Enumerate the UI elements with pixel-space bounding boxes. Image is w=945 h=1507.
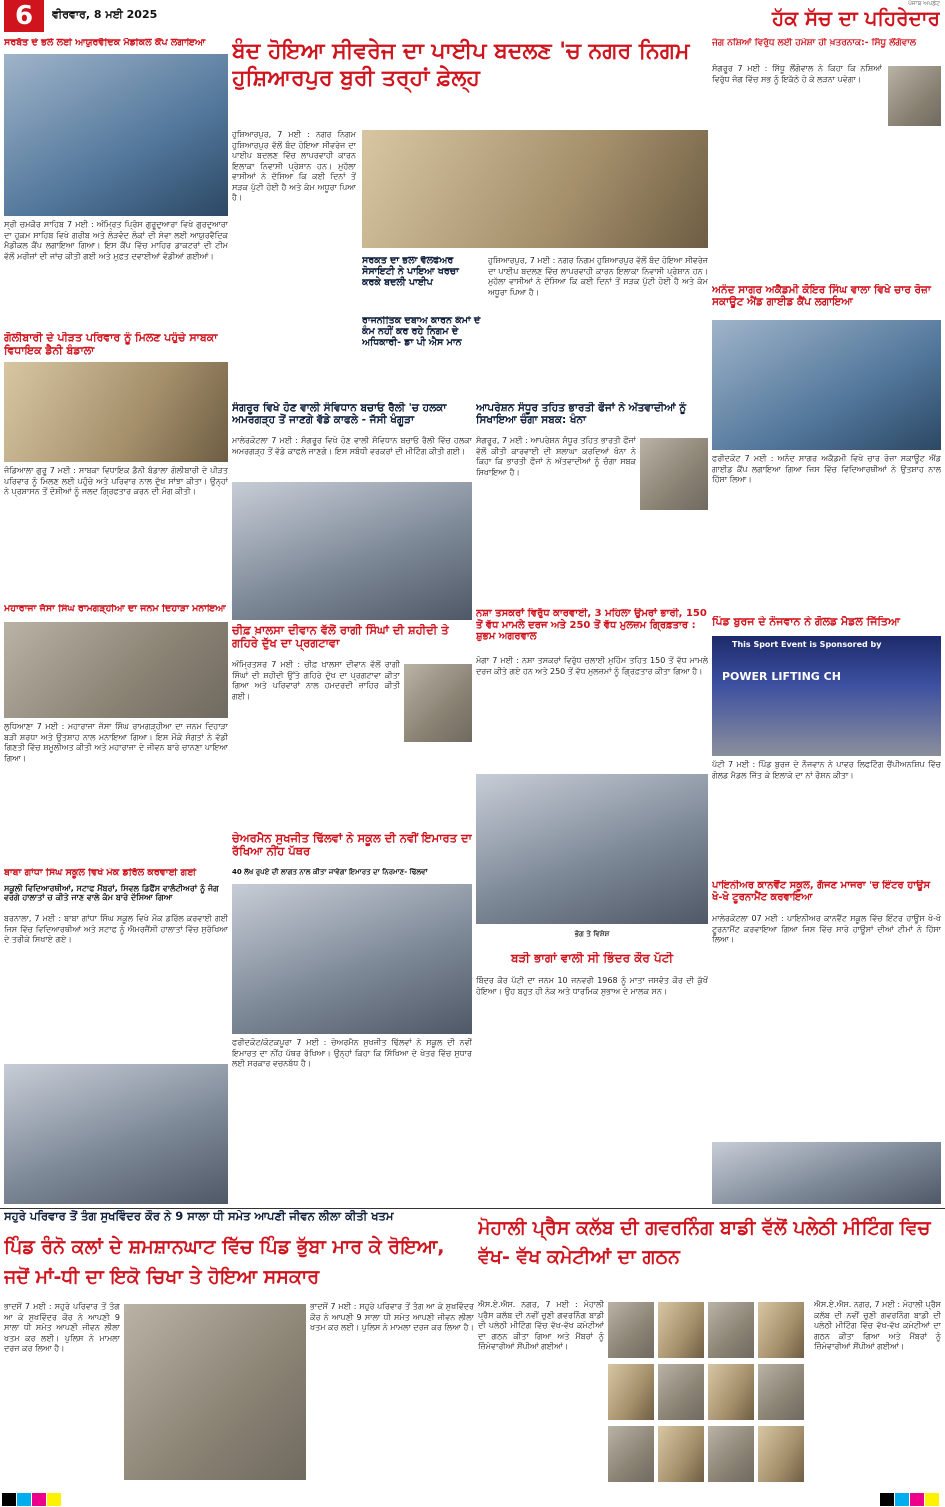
article-body: ਮਾਲੇਰਕੋਟਲਾ 7 ਮਈ : ਸੰਗਰੂਰ ਵਿਖੇ ਹੋਣ ਵਾਲੀ ਸੰਵਿਧਾਨ ਬਚਾਓ ਰੈਲੀ ਵਿੱਚ ਹਲਕਾ ਅਮਰਗੜ੍ਹ ਤੋਂ ਵੱਡੇ ਕਾਫਲੇ ਜਾਣਗੇ। ਇਸ ਸਬੰਧੀ ਵਰਕਰਾਂ ਦੀ ਮੀਟਿੰਗ ਕੀਤੀ ਗਈ। xyxy=(232,436,472,456)
portrait xyxy=(658,1302,704,1358)
article-body: ਐਸ.ਏ.ਐਸ. ਨਗਰ, 7 ਮਈ : ਮੋਹਾਲੀ ਪ੍ਰੈਸ ਕਲੱਬ ਦੀ ਨਵੀਂ ਚੁਣੀ ਗਵਰਨਿੰਗ ਬਾਡੀ ਦੀ ਪਲੇਠੀ ਮੀਟਿੰਗ ਵਿੱਚ ਵੱਖ-ਵੱਖ ਕਮੇਟੀਆਂ ਦਾ ਗਠਨ ਕੀਤਾ ਗਿਆ ਅਤੇ ਮੈਂਬਰਾਂ ਨੂੰ ਜ਼ਿੰਮੇਵਾਰੀਆਂ ਸੌਂਪੀਆਂ ਗਈਆਂ। xyxy=(478,1300,604,1351)
article-headline: ਬੜੀ ਭਾਗਾਂ ਵਾਲੀ ਸੀ ਭਿੰਦਰ ਕੌਰ ਪੱਟੀ xyxy=(510,952,674,965)
portrait xyxy=(608,1302,654,1358)
article-press xyxy=(478,1210,941,1492)
article-headline: ਅਨੰਦ ਸਾਗਰ ਅਕੈਡਮੀ ਕੋਇਰ ਸਿੰਘ ਵਾਲਾ ਵਿਖੇ ਚਾਰ ਰੋਜ਼ਾ ਸਕਾਊਟ ਐਂਡ ਗਾਈਡ ਕੈਂਪ ਲਗਾਇਆ xyxy=(712,284,931,309)
article-body: ਮਾਲੇਰਕੋਟਲਾ 07 ਮਈ : ਪਾਇਨੀਅਰ ਕਾਨਵੈਂਟ ਸਕੂਲ ਵਿੱਚ ਇੰਟਰ ਹਾਊਸ ਖੋ-ਖੋ ਟੂਰਨਾਮੈਂਟ ਕਰਵਾਇਆ ਗਿਆ ਜਿਸ ਵਿੱਚ ਸਾਰੇ ਹਾਊਸਾਂ ਦੀਆਂ ਟੀਮਾਂ ਨੇ ਹਿੱਸਾ ਲਿਆ। xyxy=(712,914,941,944)
article-photo xyxy=(4,1064,228,1204)
article-photo xyxy=(124,1304,306,1480)
article-bhinder xyxy=(476,952,708,1206)
article-suicide xyxy=(4,1210,474,1492)
color-mark xyxy=(17,1493,31,1506)
article-drug-awareness xyxy=(712,38,941,282)
article-body: ਪੱਟੀ 7 ਮਈ : ਪਿੰਡ ਬੁਰਜ ਦੇ ਨੌਜਵਾਨ ਨੇ ਪਾਵਰ ਲਿਫਟਿੰਗ ਚੈਂਪੀਅਨਸ਼ਿਪ ਵਿੱਚ ਗੋਲਡ ਮੈਡਲ ਜਿੱਤ ਕੇ ਇਲਾਕੇ ਦਾ ਨਾਂ ਰੌਸ਼ਨ ਕੀਤਾ। xyxy=(712,760,941,780)
article-photo xyxy=(476,774,708,924)
portrait xyxy=(758,1426,804,1482)
article-headline-2: ਪਿੰਡ ਰੰਨੋ ਕਲਾਂ ਦੇ ਸ਼ਮਸ਼ਾਨਘਾਟ ਵਿੱਚ ਪਿੰਡ ਭੁੱਬਾ ਮਾਰ ਕੇ ਰੋਇਆ, ਜਦੋਂ ਮਾਂ-ਧੀ ਦਾ ਇਕੋ ਚਿਖਾ ਤੇ ਹੋਇਆ ਸਸਕਾਰ xyxy=(4,1236,445,1288)
article-photo xyxy=(362,130,708,248)
article-body: ਸੰਗਰੂਰ, 7 ਮਈ : ਆਪਰੇਸ਼ਨ ਸੰਧੂਰ ਤਹਿਤ ਭਾਰਤੀ ਫੌਜਾਂ ਵੱਲੋਂ ਕੀਤੀ ਕਾਰਵਾਈ ਦੀ ਸ਼ਲਾਘਾ ਕਰਦਿਆਂ ਖੰਨਾ ਨੇ ਕਿਹਾ ਕਿ ਭਾਰਤੀ ਫੌਜਾਂ ਨੇ ਅੱਤਵਾਦੀਆਂ ਨੂੰ ਚੰਗਾ ਸਬਕ ਸਿਖਾਇਆ ਹੈ। xyxy=(476,436,636,477)
article-photo xyxy=(232,884,472,1034)
article-body-cont: ਹੁਸ਼ਿਆਰਪੁਰ, 7 ਮਈ : ਨਗਰ ਨਿਗਮ ਹੁਸ਼ਿਆਰਪੁਰ ਵੱਲੋਂ ਬੰਦ ਹੋਇਆ ਸੀਵਰੇਜ ਦਾ ਪਾਈਪ ਬਦਲਣ ਵਿੱਚ ਲਾਪਰਵਾਹੀ ਕਾਰਨ ਇਲਾਕਾ ਨਿਵਾਸੀ ਪ੍ਰੇਸ਼ਾਨ ਹਨ। ਮੁਹੱਲਾ ਵਾਸੀਆਂ ਨੇ ਦੱਸਿਆ ਕਿ ਕਈ ਦਿਨਾਂ ਤੋਂ ਸੜਕ ਪੁੱਟੀ ਹੋਈ ਹੈ ਅਤੇ ਕੰਮ ਅਧੂਰਾ ਪਿਆ ਹੈ। xyxy=(488,256,708,297)
article-ragi xyxy=(232,624,472,830)
color-mark xyxy=(880,1493,894,1506)
article-body: ਮੋਗਾ 7 ਮਈ : ਨਸ਼ਾ ਤਸਕਰਾਂ ਵਿਰੁੱਧ ਚਲਾਈ ਮੁਹਿੰਮ ਤਹਿਤ 150 ਤੋਂ ਵੱਧ ਮਾਮਲੇ ਦਰਜ ਕੀਤੇ ਗਏ ਹਨ ਅਤੇ 250 ਤੋਂ ਵੱਧ ਮੁਲਜ਼ਮਾਂ ਨੂੰ ਗ੍ਰਿਫ਼ਤਾਰ ਕੀਤਾ ਗਿਆ ਹੈ। xyxy=(476,656,708,676)
color-mark xyxy=(925,1493,939,1506)
article-photo xyxy=(4,622,228,718)
color-mark xyxy=(895,1493,909,1506)
article-sindoor xyxy=(476,402,708,606)
article-subhead: 40 ਲੱਖ ਰੁਪਏ ਦੀ ਲਾਗਤ ਨਾਲ ਕੀਤਾ ਜਾਵੇਗਾ ਇਮਾਰਤ ਦਾ ਨਿਰਮਾਣ- ਢਿੱਲਵਾਂ xyxy=(232,868,428,876)
article-camp xyxy=(4,38,228,330)
article-body: ਬਿੰਦਰ ਕੌਰ ਪੱਟੀ ਦਾ ਜਨਮ 10 ਜਨਵਰੀ 1968 ਨੂੰ ਮਾਤਾ ਜਸਵੰਤ ਕੌਰ ਦੀ ਕੁੱਖੋਂ ਹੋਇਆ। ਉਹ ਬਹੁਤ ਹੀ ਨੇਕ ਅਤੇ ਧਾਰਮਿਕ ਸੁਭਾਅ ਦੇ ਮਾਲਕ ਸਨ। xyxy=(476,976,708,996)
color-mark xyxy=(47,1493,61,1506)
article-photo xyxy=(4,54,228,216)
article-body: ਸ੍ਰੀ ਚਮਕੌਰ ਸਾਹਿਬ 7 ਮਈ : ਅੰਮ੍ਰਿਤ ਪ੍ਰਿੰਸ ਗੁਰੂਦੁਆਰਾ ਵਿਖੇ ਗੁਰਦੁਆਰਾ ਦਾ ਹੁਕਮ ਸਾਹਿਬ ਵਿਖੇ ਗਰੀਬ ਅਤੇ ਲੋੜਵੰਦ ਲੋਕਾਂ ਦੀ ਸੇਵਾ ਲਈ ਆਯੁਰਵੈਦਿਕ ਮੈਡੀਕਲ ਕੈਂਪ ਲਗਾਇਆ ਗਿਆ। ਇਸ ਕੈਂਪ ਵਿੱਚ ਮਾਹਿਰ ਡਾਕਟਰਾਂ ਦੀ ਟੀਮ ਵੱਲੋਂ ਮਰੀਜ਼ਾਂ ਦੀ ਜਾਂਚ ਕੀਤੀ ਗਈ ਅਤੇ ਮੁਫ਼ਤ ਦਵਾਈਆਂ ਵੰਡੀਆਂ ਗਈਆਂ। xyxy=(4,220,228,261)
article-headline: ਚੀਫ਼ ਖ਼ਾਲਸਾ ਦੀਵਾਨ ਵੱਲੋਂ ਰਾਗੀ ਸਿੰਘਾਂ ਦੀ ਸ਼ਹੀਦੀ ਤੇ ਗਹਿਰੇ ਦੁੱਖ ਦਾ ਪ੍ਰਗਟਾਵਾ xyxy=(232,624,449,651)
article-body: ਸੰਗਰੂਰ 7 ਮਈ : ਸਿੱਧੂ ਲੌਂਗੋਵਾਲ ਨੇ ਕਿਹਾ ਕਿ ਨਸ਼ਿਆਂ ਵਿਰੁੱਧ ਜੰਗ ਵਿੱਚ ਸਭ ਨੂੰ ਇਕੱਠੇ ਹੋ ਕੇ ਲੜਨਾ ਪਵੇਗਾ। xyxy=(712,64,882,84)
article-pullquote: ਸਰਕਤ ਦਾ ਭਲਾ ਵੈਲਫੇਅਰ ਸੋਸਾਇਟੀ ਨੇ ਪਾਇਆ ਖਰਚਾ ਕਰਕੇ ਬਦਲੀ ਪਾਈਪ xyxy=(362,256,459,288)
portrait xyxy=(758,1302,804,1358)
article-maharaja xyxy=(4,604,228,866)
article-photo xyxy=(712,1142,941,1204)
brand-masthead: ਹੱਕ ਸੱਚ ਦਾ ਪਹਿਰੇਦਾਰ xyxy=(772,6,940,30)
article-headline: ਮੋਹਾਲੀ ਪ੍ਰੈਸ ਕਲੱਬ ਦੀ ਗਵਰਨਿੰਗ ਬਾਡੀ ਵੱਲੋਂ ਪਲੇਠੀ ਮੀਟਿੰਗ ਵਿਚ ਵੱਖ- ਵੱਖ ਕਮੇਟੀਆਂ ਦਾ ਗਠਨ xyxy=(478,1217,931,1268)
article-scout xyxy=(712,284,941,614)
portrait xyxy=(608,1364,654,1420)
article-body: ਭਾਦਸੋਂ 7 ਮਈ : ਸਹੁਰੇ ਪਰਿਵਾਰ ਤੋਂ ਤੰਗ ਆ ਕੇ ਸੁਖਵਿੰਦਰ ਕੌਰ ਨੇ ਆਪਣੀ 9 ਸਾਲਾ ਧੀ ਸਮੇਤ ਆਪਣੀ ਜੀਵਨ ਲੀਲਾ ਖਤਮ ਕਰ ਲਈ। ਪੁਲਿਸ ਨੇ ਮਾਮਲਾ ਦਰਜ ਕਰ ਲਿਆ ਹੈ। xyxy=(4,1302,120,1353)
portrait xyxy=(708,1302,754,1358)
article-headline: ਬਾਬਾ ਗਾਂਧਾ ਸਿੰਘ ਸਕੂਲ ਵਿਖੇ ਮੌਕ ਡਰਿੱਲ ਕਰਵਾਈ ਗਈ xyxy=(4,868,197,878)
portrait xyxy=(758,1364,804,1420)
portrait-grid xyxy=(608,1302,808,1482)
article-headline: ਆਪਰੇਸ਼ਨ ਸੰਧੂਰ ਤਹਿਤ ਭਾਰਤੀ ਫੌਜਾਂ ਨੇ ਅੱਤਵਾਦੀਆਂ ਨੂੰ ਸਿਖਾਇਆ ਚੰਗਾ ਸਬਕ: ਖੰਨਾ xyxy=(476,402,687,427)
article-headline: ਬੰਦ ਹੋਇਆ ਸੀਵਰੇਜ ਦਾ ਪਾਈਪ ਬਦਲਣ 'ਚ ਨਗਰ ਨਿਗਮ ਹੁਸ਼ਿਆਰਪੁਰ ਬੁਰੀ ਤਰ੍ਹਾਂ ਫ਼ੇਲ੍ਹ xyxy=(232,39,690,91)
article-body: ਲੁਧਿਆਣਾ 7 ਮਈ : ਮਹਾਰਾਜਾ ਜੱਸਾ ਸਿੰਘ ਰਾਮਗੜ੍ਹੀਆ ਦਾ ਜਨਮ ਦਿਹਾੜਾ ਬੜੀ ਸ਼ਰਧਾ ਅਤੇ ਉਤਸ਼ਾਹ ਨਾਲ ਮਨਾਇਆ ਗਿਆ। ਇਸ ਮੌਕੇ ਸੰਗਤਾਂ ਨੇ ਵੱਡੀ ਗਿਣਤੀ ਵਿੱਚ ਸ਼ਮੂਲੀਅਤ ਕੀਤੀ ਅਤੇ ਮਹਾਰਾਜਾ ਦੇ ਜੀਵਨ ਬਾਰੇ ਚਾਨਣਾ ਪਾਇਆ ਗਿਆ। xyxy=(4,722,228,763)
page-header xyxy=(0,0,945,34)
article-body: ਫਰੀਦਕੋਟ/ਕੋਟਕਪੂਰਾ 7 ਮਈ : ਚੇਅਰਮੈਨ ਸੁਖਜੀਤ ਢਿੱਲਵਾਂ ਨੇ ਸਕੂਲ ਦੀ ਨਵੀਂ ਇਮਾਰਤ ਦਾ ਨੀਂਹ ਪੱਥਰ ਰੱਖਿਆ। ਉਨ੍ਹਾਂ ਕਿਹਾ ਕਿ ਸਿੱਖਿਆ ਦੇ ਖੇਤਰ ਵਿੱਚ ਸੁਧਾਰ ਲਈ ਸਰਕਾਰ ਵਚਨਬੱਧ ਹੈ। xyxy=(232,1038,472,1068)
article-headline: ਪਾਇਨੀਅਰ ਕਾਨਵੈਂਟ ਸਕੂਲ, ਗੱਜਣ ਮਾਜਰਾ 'ਚ ਇੰਟਰ ਹਾਊਸ ਖੋ-ਖੋ ਟੂਰਨਾਮੈਂਟ ਕਰਵਾਇਆ xyxy=(712,880,931,903)
article-photo xyxy=(712,320,941,450)
article-body: ਹੁਸ਼ਿਆਰਪੁਰ, 7 ਮਈ : ਨਗਰ ਨਿਗਮ ਹੁਸ਼ਿਆਰਪੁਰ ਵੱਲੋਂ ਬੰਦ ਹੋਇਆ ਸੀਵਰੇਜ ਦਾ ਪਾਈਪ ਬਦਲਣ ਵਿੱਚ ਲਾਪਰਵਾਹੀ ਕਾਰਨ ਇਲਾਕਾ ਨਿਵਾਸੀ ਪ੍ਰੇਸ਼ਾਨ ਹਨ। ਮੁਹੱਲਾ ਵਾਸੀਆਂ ਨੇ ਦੱਸਿਆ ਕਿ ਕਈ ਦਿਨਾਂ ਤੋਂ ਸੜਕ ਪੁੱਟੀ ਹੋਈ ਹੈ ਅਤੇ ਕੰਮ ਅਧੂਰਾ ਪਿਆ ਹੈ। xyxy=(232,130,356,202)
portrait xyxy=(708,1364,754,1420)
article-gold xyxy=(712,616,941,878)
article-kho xyxy=(712,880,941,1206)
article-photo xyxy=(4,362,228,462)
section-divider xyxy=(0,1208,945,1209)
article-drugs xyxy=(476,608,708,950)
article-headline: ਨਸ਼ਾ ਤਸਕਰਾਂ ਵਿਰੁੱਧ ਕਾਰਵਾਈ, 3 ਮਹਿਲਾ ਉਮਰਾਂ ਭਾਰੀ, 150 ਤੋਂ ਵੱਧ ਮਾਮਲੇ ਦਰਜ ਅਤੇ 250 ਤੋਂ ਵੱਧ ਮੁਲਜ਼ਮ ਗ੍ਰਿਫ਼ਤਾਰ : ਸ਼ੁਭਮ ਅਗਰਵਾਲ xyxy=(476,608,707,642)
article-subhead: ਸਕੂਲੀ ਵਿਦਿਆਰਥੀਆਂ, ਸਟਾਫ ਮੈਂਬਰਾਂ, ਸਿਵਲ ਡਿਫੈਂਸ ਵਾਲੰਟੀਅਰਾਂ ਨੂੰ ਜੰਗ ਵਰਗੇ ਹਾਲਾਤਾਂ ਚ ਕੀਤੇ ਜਾਣ ਵਾਲੇ ਕੰਮ ਬਾਰੇ ਦੱਸਿਆ ਗਿਆ xyxy=(4,884,219,903)
article-pullquote: ਰਾਜਨੀਤਿਕ ਦਬਾਅ ਕਾਰਨ ਕੰਮਾਂ ਦੇ ਕੰਮ ਨਹੀਂ ਕਰ ਰਹੇ ਨਿਗਮ ਦੇ ਅਧਿਕਾਰੀ- ਡਾ ਪੀ ਐਸ ਮਾਨ xyxy=(362,316,481,348)
article-body: ਫਰੀਦਕੋਟ 7 ਮਈ : ਅਨੰਦ ਸਾਗਰ ਅਕੈਡਮੀ ਵਿਖੇ ਚਾਰ ਰੋਜ਼ਾ ਸਕਾਊਟ ਐਂਡ ਗਾਈਡ ਕੈਂਪ ਲਗਾਇਆ ਗਿਆ ਜਿਸ ਵਿੱਚ ਵਿਦਿਆਰਥੀਆਂ ਨੇ ਉਤਸ਼ਾਹ ਨਾਲ ਹਿੱਸਾ ਲਿਆ। xyxy=(712,454,941,484)
color-mark xyxy=(910,1493,924,1506)
page-date: ਵੀਰਵਾਰ, 8 ਮਈ 2025 xyxy=(52,8,158,21)
portrait xyxy=(658,1364,704,1420)
portrait xyxy=(708,1426,754,1482)
article-headline: ਸੰਗਰੂਰ ਵਿਖੇ ਹੋਣ ਵਾਲੀ ਸੰਵਿਧਾਨ ਬਚਾਓ ਰੈਲੀ 'ਚ ਹਲਕਾ ਅਮਰਗੜ੍ਹ ਤੋਂ ਜਾਣਗੇ ਵੱਡੇ ਕਾਫਲੇ - ਜੱਸੀ ਖੰਗੂੜਾ xyxy=(232,402,447,427)
article-photo xyxy=(232,482,472,620)
article-body: ਜੰਡਿਆਲਾ ਗੁਰੂ 7 ਮਈ : ਸਾਬਕਾ ਵਿਧਾਇਕ ਡੈਨੀ ਬੰਡਾਲਾ ਗੋਲੀਬਾਰੀ ਦੇ ਪੀੜਤ ਪਰਿਵਾਰ ਨੂੰ ਮਿਲਣ ਲਈ ਪਹੁੰਚੇ ਅਤੇ ਪਰਿਵਾਰ ਨਾਲ ਦੁੱਖ ਸਾਂਝਾ ਕੀਤਾ। ਉਨ੍ਹਾਂ ਨੇ ਪ੍ਰਸ਼ਾਸਨ ਤੋਂ ਦੋਸ਼ੀਆਂ ਨੂੰ ਜਲਦ ਗ੍ਰਿਫਤਾਰ ਕਰਨ ਦੀ ਮੰਗ ਕੀਤੀ। xyxy=(4,466,228,496)
article-headline: ਚੇਅਰਮੈਨ ਸੁਖਜੀਤ ਢਿੱਲਵਾਂ ਨੇ ਸਕੂਲ ਦੀ ਨਵੀਂ ਇਮਾਰਤ ਦਾ ਰੱਖਿਆ ਨੀਂਹ ਪੱਥਰ xyxy=(232,832,472,859)
portrait-photo xyxy=(404,664,472,742)
brand-small: ਪੰਜਾਬ ਅਪਡੇਟ xyxy=(908,0,940,7)
banner-text: This Sport Event is Sponsored by xyxy=(732,640,882,649)
article-body: ਅੰਮ੍ਰਿਤਸਰ 7 ਮਈ : ਚੀਫ਼ ਖ਼ਾਲਸਾ ਦੀਵਾਨ ਵੱਲੋਂ ਰਾਗੀ ਸਿੰਘਾਂ ਦੀ ਸ਼ਹੀਦੀ ਉੱਤੇ ਗਹਿਰੇ ਦੁੱਖ ਦਾ ਪ੍ਰਗਟਾਵਾ ਕੀਤਾ ਗਿਆ ਅਤੇ ਪਰਿਵਾਰਾਂ ਨਾਲ ਹਮਦਰਦੀ ਜ਼ਾਹਿਰ ਕੀਤੀ ਗਈ। xyxy=(232,660,400,701)
article-body: ਬਰਨਾਲਾ, 7 ਮਈ : ਬਾਬਾ ਗਾਂਧਾ ਸਿੰਘ ਸਕੂਲ ਵਿਖੇ ਮੌਕ ਡਰਿੱਲ ਕਰਵਾਈ ਗਈ ਜਿਸ ਵਿੱਚ ਵਿਦਿਆਰਥੀਆਂ ਅਤੇ ਸਟਾਫ ਨੂੰ ਐਮਰਜੈਂਸੀ ਹਾਲਾਤਾਂ ਵਿੱਚ ਸੁਰੱਖਿਆ ਦੇ ਤਰੀਕੇ ਸਿਖਾਏ ਗਏ। xyxy=(4,914,228,944)
article-sewerage xyxy=(232,38,708,400)
article-headline: ਜੰਗ ਨਸ਼ਿਆਂ ਵਿਰੁੱਧ ਲਈ ਹਮੇਸ਼ਾ ਹੀ ਖ਼ਤਰਨਾਕ:- ਸਿੱਧੂ ਲੌਂਗੋਵਾਲ xyxy=(712,38,916,48)
color-marks-right xyxy=(880,1492,944,1506)
color-mark xyxy=(2,1493,16,1506)
banner-text-2: POWER LIFTING CH xyxy=(722,670,841,683)
page-number: 6 xyxy=(4,0,44,32)
article-visit xyxy=(4,332,228,602)
color-mark xyxy=(32,1493,46,1506)
article-headline: ਮਹਾਰਾਜਾ ਜੱਸਾ ਸਿੰਘ ਰਾਮਗੜ੍ਹੀਆ ਦਾ ਜਨਮ ਦਿਹਾੜਾ ਮਨਾਇਆ xyxy=(4,604,226,614)
portrait xyxy=(658,1426,704,1482)
portrait-photo xyxy=(888,66,941,126)
article-body-cont: ਭਾਦਸੋਂ 7 ਮਈ : ਸਹੁਰੇ ਪਰਿਵਾਰ ਤੋਂ ਤੰਗ ਆ ਕੇ ਸੁਖਵਿੰਦਰ ਕੌਰ ਨੇ ਆਪਣੀ 9 ਸਾਲਾ ਧੀ ਸਮੇਤ ਆਪਣੀ ਜੀਵਨ ਲੀਲਾ ਖਤਮ ਕਰ ਲਈ। ਪੁਲਿਸ ਨੇ ਮਾਮਲਾ ਦਰਜ ਕਰ ਲਿਆ ਹੈ। xyxy=(310,1302,474,1332)
article-headline: ਪਿੰਡ ਬੁਰਜ ਦੇ ਨੌਜਵਾਨ ਨੇ ਗੋਲਡ ਮੈਡਲ ਜਿੱਤਿਆ xyxy=(712,616,900,628)
color-marks-left xyxy=(2,1492,82,1506)
article-headline: ਸਹੁਰੇ ਪਰਿਵਾਰ ਤੋਂ ਤੰਗ ਸੁਖਵਿੰਦਰ ਕੌਰ ਨੇ 9 ਸਾਲਾ ਧੀ ਸਮੇਤ ਆਪਣੀ ਜੀਵਨ ਲੀਲਾ ਕੀਤੀ ਖਤਮ xyxy=(4,1210,394,1223)
article-photo xyxy=(712,636,941,756)
article-body-cont: ਐਸ.ਏ.ਐਸ. ਨਗਰ, 7 ਮਈ : ਮੋਹਾਲੀ ਪ੍ਰੈਸ ਕਲੱਬ ਦੀ ਨਵੀਂ ਚੁਣੀ ਗਵਰਨਿੰਗ ਬਾਡੀ ਦੀ ਪਲੇਠੀ ਮੀਟਿੰਗ ਵਿੱਚ ਵੱਖ-ਵੱਖ ਕਮੇਟੀਆਂ ਦਾ ਗਠਨ ਕੀਤਾ ਗਿਆ ਅਤੇ ਮੈਂਬਰਾਂ ਨੂੰ ਜ਼ਿੰਮੇਵਾਰੀਆਂ ਸੌਂਪੀਆਂ ਗਈਆਂ। xyxy=(814,1300,941,1351)
article-school xyxy=(4,868,228,1206)
article-rally xyxy=(232,402,472,622)
article-headline: ਗੋਲੀਬਾਰੀ ਦੇ ਪੀੜਤ ਪਰਿਵਾਰ ਨੂੰ ਮਿਲਣ ਪਹੁੰਚੇ ਸਾਬਕਾ ਵਿਧਾਇਕ ਡੈਨੀ ਬੰਡਾਲਾ xyxy=(4,332,218,357)
portrait-photo xyxy=(640,438,708,510)
article-headline: ਸਰਬੱਤ ਦੇ ਭਲੇ ਲਈ ਆਯੁਰਵੈਦਿਕ ਮੈਡੀਕਲ ਕੈਂਪ ਲਗਾਇਆ xyxy=(4,38,206,48)
portrait xyxy=(608,1426,654,1482)
article-foundation xyxy=(232,832,472,1206)
section-label: ਭੋਗ ਤੇ ਵਿਸ਼ੇਸ਼ xyxy=(574,930,610,938)
